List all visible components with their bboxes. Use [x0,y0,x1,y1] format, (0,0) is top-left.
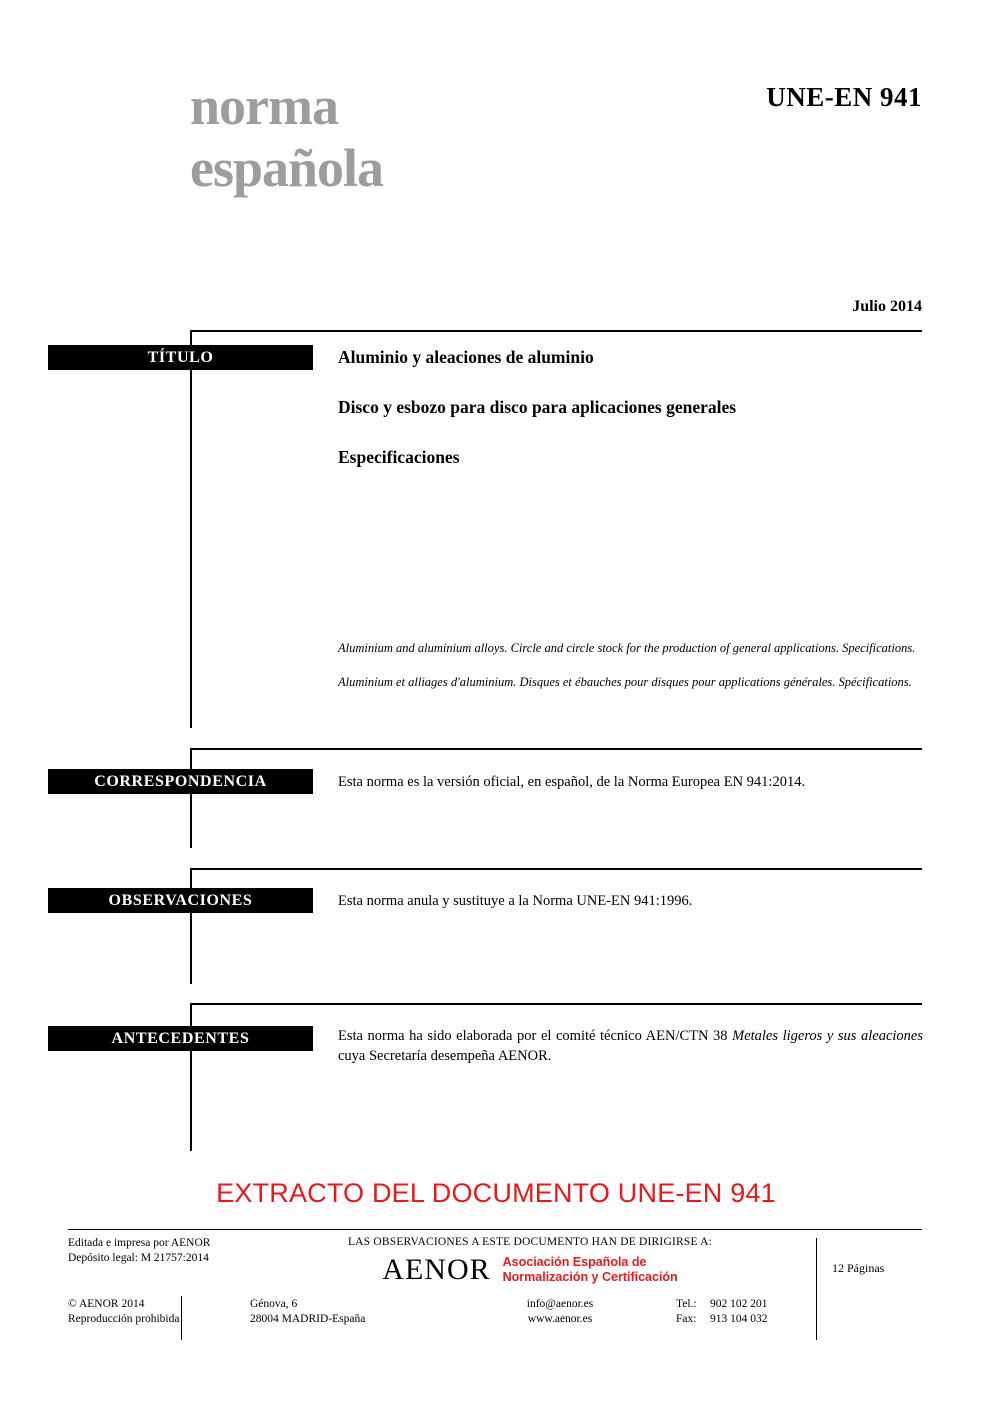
extract-notice: EXTRACTO DEL DOCUMENTO UNE-EN 941 [216,1178,776,1208]
footer-copyright-line1: © AENOR 2014 [68,1298,145,1310]
footer-fax-value: 913 104 032 [710,1313,768,1325]
footer-divider-right [816,1238,817,1340]
footer-tel-row [676,1297,816,1312]
footer-email[interactable]: info@aenor.es [526,1298,594,1310]
title-block [338,345,922,495]
title-line-3: Especificaciones [338,447,460,467]
aenor-tagline-line2: Normalización y Certificación [502,1270,678,1284]
aenor-logo-tagline [503,1255,678,1285]
section-spine-correspondencia [190,748,192,848]
antecedentes-text-part2: cuya Secretaría desempeña AENOR. [338,1048,552,1064]
aenor-logo [250,1253,810,1287]
section-rule-antecedentes [190,1003,922,1005]
footer-copyright-line2: Reproducción prohibida [68,1313,180,1325]
section-spine-titulo [190,330,192,728]
footer-tel-label: Tel.: [676,1298,697,1310]
footer-address [250,1297,410,1327]
masthead-line-norma: norma [190,76,338,136]
section-tag-correspondencia: CORRESPONDENCIA [48,769,313,794]
footer-address-line1: Génova, 6 [250,1298,298,1310]
aenor-tagline-line1: Asociación Española de [502,1255,647,1269]
title-translation-fr: Aluminium et alliages d'aluminium. Disques et ébauches pour disques pour applications générales. Spécifications. [338,675,912,689]
section-rule-titulo [190,330,922,332]
footer-phone-block [676,1297,816,1327]
aenor-logo-text: AENOR [382,1253,491,1286]
footer-fax-label: Fax: [676,1313,697,1325]
footer-divider [68,1229,922,1230]
masthead-line-espanola: española [190,138,384,198]
section-tag-antecedentes: ANTECEDENTES [48,1026,313,1051]
footer-address-line2: 28004 MADRID-España [250,1313,366,1325]
title-translation-en: Aluminium and aluminium alloys. Circle and circle stock for the production of general applications. Specifications. [338,641,916,655]
antecedentes-text-part1: Esta norma ha sido elaborada por el comité técnico AEN/CTN 38 [338,1028,733,1044]
footer-publisher [68,1236,248,1266]
section-rule-correspondencia [190,748,922,750]
footer-fax-row [676,1312,816,1327]
antecedentes-text [338,1026,923,1066]
masthead [190,76,650,198]
section-tag-observaciones: OBSERVACIONES [48,888,313,913]
footer-contact-web [470,1297,650,1327]
document-date: Julio 2014 [852,298,922,315]
section-tag-titulo: TÍTULO [48,345,313,370]
footer-tel-value: 902 102 201 [710,1298,768,1310]
footer-page-count: 12 Páginas [832,1261,885,1275]
document-code: UNE-EN 941 [766,82,922,112]
section-spine-observaciones [190,868,192,984]
footer-observations-heading: LAS OBSERVACIONES A ESTE DOCUMENTO HAN DE DIRIGIRSE A: [347,1236,713,1248]
correspondencia-text: Esta norma es la versión oficial, en español, de la Norma Europea EN 941:2014. [338,774,806,790]
footer-publisher-line2: Depósito legal: M 21757:2014 [68,1252,209,1264]
observaciones-text: Esta norma anula y sustituye a la Norma UNE-EN 941:1996. [338,893,693,909]
section-rule-observaciones [190,868,922,870]
footer-publisher-line1: Editada e impresa por AENOR [68,1237,211,1249]
footer-website[interactable]: www.aenor.es [527,1313,593,1325]
title-line-1: Aluminio y aleaciones de aluminio [338,347,594,367]
title-line-2: Disco y esbozo para disco para aplicaciones generales [338,397,737,417]
translated-titles [338,640,922,708]
antecedentes-text-italic: Metales ligeros y sus aleaciones [732,1028,923,1044]
footer-copyright [68,1297,248,1327]
